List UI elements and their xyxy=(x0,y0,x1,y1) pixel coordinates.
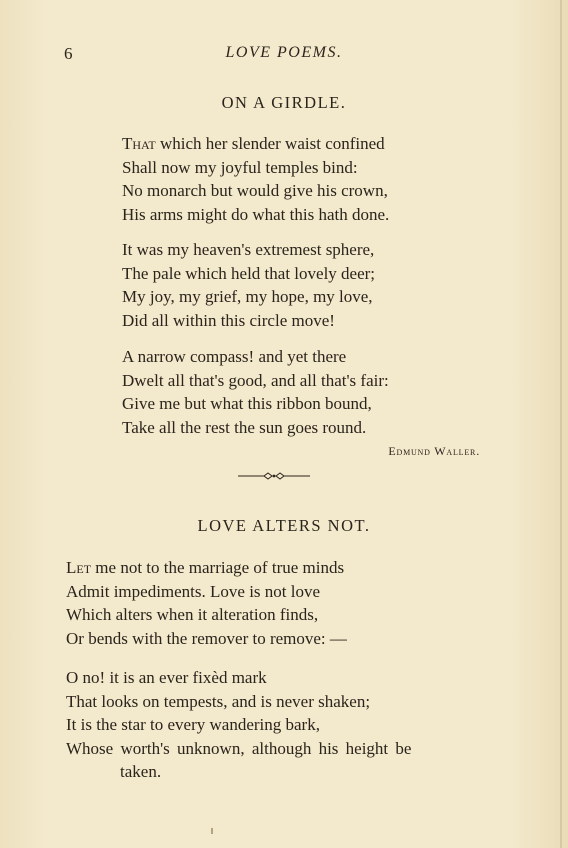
poem-line: Let me not to the marriage of true minds xyxy=(66,558,345,577)
poem-line: That which her slender waist confined xyxy=(122,134,385,153)
poem-line: His arms might do what this hath done. xyxy=(122,204,390,224)
page-number: 6 xyxy=(64,44,73,63)
poem-line: Or bends with the remover to remove: — xyxy=(66,628,347,648)
poem-line: Take all the rest the sun goes round. xyxy=(122,417,367,437)
poem-line: Shall now my joyful temples bind: xyxy=(122,157,358,177)
running-title: LOVE POEMS. xyxy=(225,44,343,61)
stanza xyxy=(122,238,375,332)
stanza xyxy=(66,666,411,784)
poem-line: Dwelt all that's good, and all that's fair: xyxy=(122,370,389,390)
poem-line: Give me but what this ribbon bound, xyxy=(122,394,372,414)
page-edge xyxy=(560,0,562,848)
poem-line: taken. xyxy=(120,762,162,782)
poem-line: O no! it is an ever fixèd mark xyxy=(66,668,267,687)
print-speck xyxy=(211,828,213,834)
drop-word: Let xyxy=(66,558,92,577)
poem-line: A narrow compass! and yet there xyxy=(122,347,347,366)
poem-line: Did all within this circle move! xyxy=(122,310,335,330)
poem-line: Which alters when it alteration finds, xyxy=(66,605,319,625)
poem-title: LOVE ALTERS NOT. xyxy=(197,516,371,535)
poem-line: No monarch but would give his crown, xyxy=(122,181,388,201)
poem-line: It was my heaven's extremest sphere, xyxy=(122,240,375,259)
poem-line: Admit impediments. Love is not love xyxy=(66,581,321,601)
stanza xyxy=(122,345,389,439)
author-attribution: Edmund Waller. xyxy=(388,444,480,458)
poem-line: The pale which held that lovely deer; xyxy=(122,263,376,283)
poem-line: My joy, my grief, my hope, my love, xyxy=(122,287,373,307)
ornament-divider xyxy=(238,470,310,482)
drop-word: That xyxy=(122,134,156,153)
stanza xyxy=(122,132,389,226)
poem-line: That looks on tempests, and is never shaken; xyxy=(66,691,371,711)
poem-title: ON A GIRDLE. xyxy=(221,93,347,112)
poem-line: Whose worth's unknown, although his height be xyxy=(66,738,412,758)
stanza xyxy=(66,556,347,650)
poem-line: It is the star to every wandering bark, xyxy=(66,715,320,735)
